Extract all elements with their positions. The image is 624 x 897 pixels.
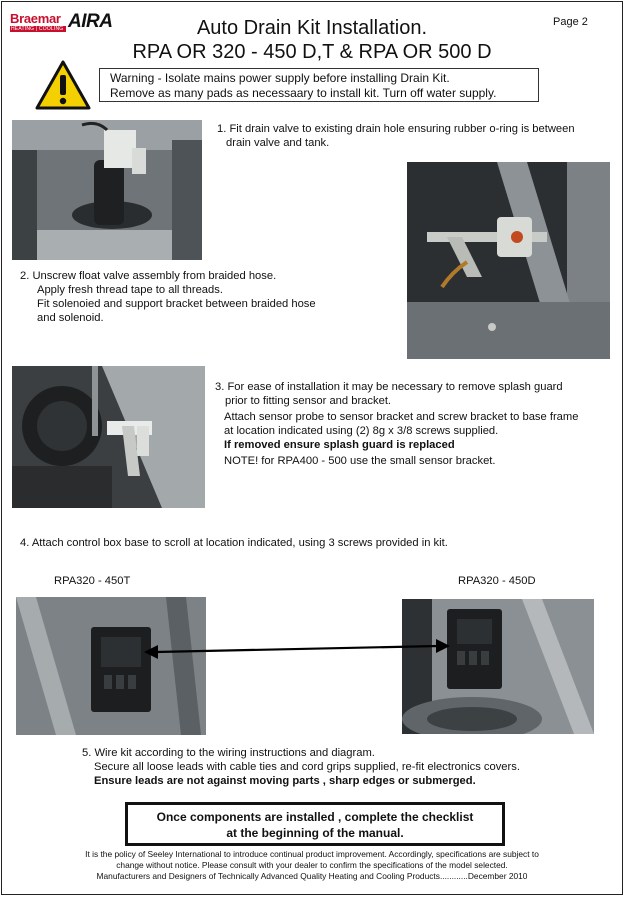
braemar-logo-text: Braemar xyxy=(10,11,61,26)
photo-drain-valve xyxy=(12,120,202,260)
photo-control-box-450d xyxy=(402,599,594,734)
double-arrow-icon xyxy=(142,638,452,662)
step-3-line-4: at location indicated using (2) 8g x 3/8 screws supplied. xyxy=(224,425,499,437)
warning-box xyxy=(99,68,539,102)
photo-float-valve xyxy=(407,162,610,359)
warning-line-2: Remove as many pads as necessaary to install kit. Turn off water supply. xyxy=(110,86,497,100)
step-3-line-6: NOTE! for RPA400 - 500 use the small sensor bracket. xyxy=(224,455,496,467)
photo-sensor-bracket xyxy=(12,366,205,508)
manual-page xyxy=(1,1,623,895)
step-3-line-3: Attach sensor probe to sensor bracket and screw bracket to base frame xyxy=(224,411,579,423)
page-title: Auto Drain Kit Installation. xyxy=(196,17,428,39)
photo-control-box-450t xyxy=(16,597,206,735)
page-subtitle: RPA OR 320 - 450 D,T & RPA OR 500 D xyxy=(132,41,492,63)
label-rpa320-450t: RPA320 - 450T xyxy=(54,575,131,587)
step-3-line-2: prior to fitting sensor and bracket. xyxy=(225,395,392,407)
step-3-line-5: If removed ensure splash guard is replaced xyxy=(224,439,455,451)
step-1-text xyxy=(217,122,617,150)
warning-triangle-icon xyxy=(34,59,92,111)
step-5-line-1: 5. Wire kit according to the wiring instructions and diagram. xyxy=(82,747,375,759)
step-5-line-2: Secure all loose leads with cable ties and cord grips supplied, re-fit electronics covers. xyxy=(94,761,520,773)
warning-line-1: Warning - Isolate mains power supply before installing Drain Kit. xyxy=(110,71,450,85)
step-5-text xyxy=(82,746,617,788)
page-number: Page 2 xyxy=(553,16,588,28)
step-2-line-4: and solenoid. xyxy=(37,312,104,324)
step-1-line-2: drain valve and tank. xyxy=(226,137,330,149)
step-3-text xyxy=(215,380,615,468)
checklist-line-2: at the beginning of the manual. xyxy=(226,826,404,840)
step-4-text: 4. Attach control box base to scroll at location indicated, using 3 screws provided in kit. xyxy=(20,537,448,549)
aira-logo: AIRA xyxy=(68,11,113,32)
step-1-line-1: 1. Fit drain valve to existing drain hole ensuring rubber o-ring is between xyxy=(217,123,575,135)
checklist-notice-box xyxy=(125,802,505,846)
footer-line-3: Manufacturers and Designers of Technically Advanced Quality Heating and Cooling Products............December 2010 xyxy=(96,871,528,881)
footer-line-1: It is the policy of Seeley International to introduce continual product improvement. Accordingly, specifications are subject to xyxy=(85,849,539,859)
step-5-line-3: Ensure leads are not against moving parts , sharp edges or submerged. xyxy=(94,775,476,787)
step-3-line-1: 3. For ease of installation it may be necessary to remove splash guard xyxy=(215,381,563,393)
step-2-line-2: Apply fresh thread tape to all threads. xyxy=(37,284,223,296)
step-2-line-1: 2. Unscrew float valve assembly from braided hose. xyxy=(20,270,277,282)
checklist-line-1: Once components are installed , complete the checklist xyxy=(156,810,474,824)
label-rpa320-450d: RPA320 - 450D xyxy=(458,575,536,587)
footer-line-2: change without notice. Please consult with your dealer to confirm the specifications of the model selected. xyxy=(116,860,508,870)
step-2-line-3: Fit solenoied and support bracket between braided hose xyxy=(37,298,316,310)
step-2-text xyxy=(20,269,400,325)
braemar-logo-subtext: HEATING | COOLING xyxy=(10,26,66,32)
